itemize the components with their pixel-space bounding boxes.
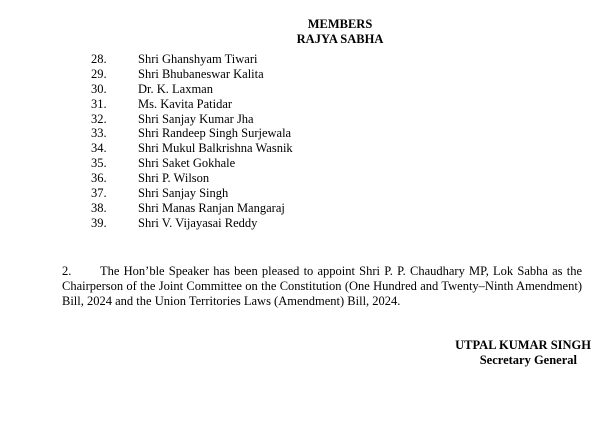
member-number: 34. bbox=[91, 141, 107, 156]
list-item bbox=[0, 171, 607, 186]
member-name: Shri Ghanshyam Tiwari bbox=[138, 52, 258, 66]
paragraph-number: 2. bbox=[62, 264, 72, 278]
member-name: Shri Randeep Singh Surjewala bbox=[138, 126, 292, 141]
list-item bbox=[0, 216, 607, 231]
member-number: 30. bbox=[91, 81, 107, 96]
member-name: Shri V. Vijayasai Reddy bbox=[138, 215, 258, 230]
member-number: 39. bbox=[91, 215, 107, 230]
heading-members: MEMBERS bbox=[307, 17, 373, 31]
member-name: Shri Bhubaneswar Kalita bbox=[138, 66, 264, 81]
member-name: Dr. K. Laxman bbox=[138, 81, 213, 96]
list-item bbox=[0, 67, 607, 82]
signatory-title: Secretary General bbox=[479, 353, 577, 367]
member-number: 36. bbox=[91, 171, 107, 186]
member-number: 32. bbox=[91, 111, 107, 126]
member-number: 35. bbox=[91, 156, 107, 171]
member-name: Shri P. Wilson bbox=[138, 171, 210, 186]
list-item bbox=[0, 112, 607, 127]
list-item bbox=[0, 126, 607, 141]
member-number: 31. bbox=[91, 96, 107, 111]
member-name: Shri Sanjay Kumar Jha bbox=[138, 111, 254, 126]
paragraph-text: The Hon’ble Speaker has been pleased to appoint Shri P. P. Chaudhary MP, Lok Sabha as the Chairperson of the Joint Committee on the Constitution (One Hundred and Twenty–Ninth Amendment) Bill, 2024 and the Union Territories Laws (Amendment) Bill, 2024. bbox=[62, 264, 582, 308]
list-item bbox=[0, 52, 607, 67]
member-name: Shri Saket Gokhale bbox=[138, 156, 236, 171]
appointment-paragraph bbox=[62, 264, 582, 309]
member-number: 38. bbox=[91, 200, 107, 215]
member-name: Shri Sanjay Singh bbox=[138, 186, 229, 201]
member-name: Shri Mukul Balkrishna Wasnik bbox=[138, 141, 293, 156]
list-item bbox=[0, 201, 607, 216]
member-name: Shri Manas Ranjan Mangaraj bbox=[138, 200, 285, 215]
list-item bbox=[0, 186, 607, 201]
list-item bbox=[0, 82, 607, 97]
member-number: 33. bbox=[91, 126, 107, 141]
list-item bbox=[0, 156, 607, 171]
list-item bbox=[0, 141, 607, 156]
member-number: 29. bbox=[91, 66, 107, 81]
member-list bbox=[0, 52, 607, 231]
member-number: 28. bbox=[91, 52, 107, 66]
list-item bbox=[0, 97, 607, 112]
signatory-name: UTPAL KUMAR SINGH bbox=[455, 338, 591, 352]
member-number: 37. bbox=[91, 186, 107, 201]
member-name: Ms. Kavita Patidar bbox=[138, 96, 233, 111]
heading-rajya-sabha: RAJYA SABHA bbox=[296, 32, 384, 46]
